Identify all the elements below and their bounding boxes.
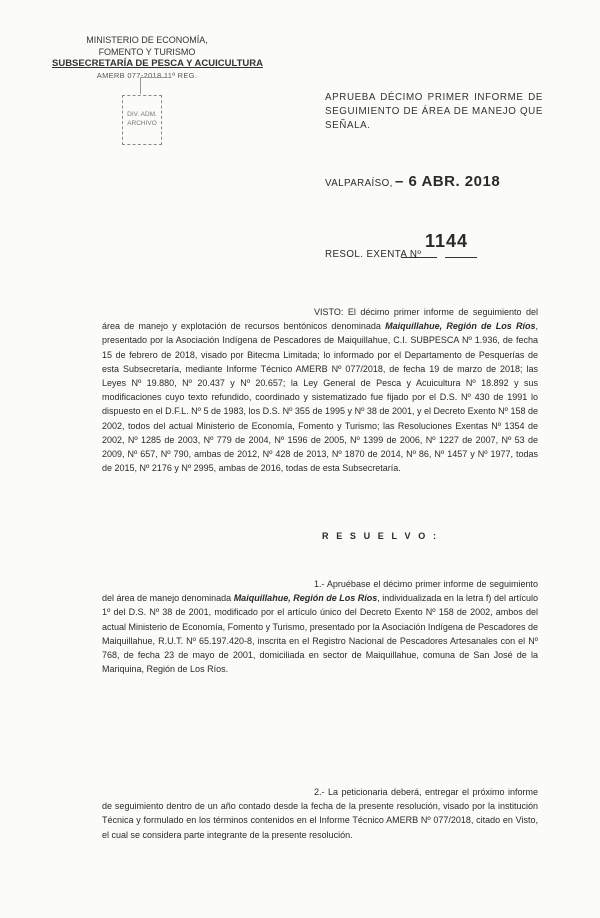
stamp-line-2: ARCHIVO	[127, 120, 157, 127]
article-1-lead: 1.- Apruébase el décimo primer informe de seguimiento del área de manejo denominada	[102, 579, 538, 604]
ministry-subname: FOMENTO Y TURISMO	[98, 47, 196, 57]
resolution-number: 1144	[425, 231, 469, 251]
subsecretariat-name: SUBSECRETARÍA DE PESCA Y ACUICULTURA	[52, 58, 263, 69]
stamp-line-1: DIV. ADM.	[127, 111, 157, 118]
resolution-title: APRUEBA DÉCIMO PRIMER INFORME DE SEGUIMIENTO DE ÁREA DE MANEJO QUE SEÑALA.	[325, 92, 543, 131]
resuelvo-heading: R E S U E L V O :	[322, 531, 439, 541]
resolution-label: RESOL. EXENTA Nº	[325, 249, 422, 260]
resolution-underline-left	[401, 257, 437, 258]
visto-paragraph	[102, 305, 538, 475]
article-1-paragraph	[102, 577, 538, 676]
visto-rest: , presentado por la Asociación Indígena de Pescadores de Maiquillahue, C.I. SUBPESCA Nº 1.936, de fecha 15 de febrero de 2018, visado por Bitecma Limitada; lo informado por el Departamento de Pesquerías de esta Subsecretaría, mediante Informe Técnico AMERB Nº 077/2018, de fecha 19 de marzo de 2018; las Leyes Nº 19.880, Nº 20.437 y Nº 20.657; la Ley General de Pesca y Acuicultura Nº 18.892 y sus modificaciones cuyo texto refundido, coordinado y sistematizado fue fijado por el D.S. Nº 430 de 1991 lo dispuesto en el D.F.L. Nº 5 de 1983, los D.S. Nº 355 de 1995 y Nº 38 de 2001, y el Decreto Exento Nº 158 de 2002, todos del actual Ministerio de Economía, Fomento y Turismo; las Resoluciones Exentas Nº 1354 de 2002, Nº 1285 de 2003, Nº 779 de 2004, Nº 1596 de 2005, Nº 1399 de 2006, Nº 1227 de 2007, Nº 53 de 2009, Nº 657, Nº 790, ambas de 2012, Nº 428 de 2013, Nº 1870 de 2014, Nº 86, Nº 1457 y Nº 1977, todas de 2015, Nº 2176 y Nº 2995, ambas de 2016, todas de esta Subsecretaría.	[102, 321, 538, 474]
article-1-area-name: Maiquillahue, Región de Los Ríos	[233, 593, 378, 604]
place-label: VALPARAÍSO,	[325, 178, 393, 189]
resolution-underline-right	[445, 257, 477, 258]
stamp-border-mark	[140, 77, 165, 94]
article-2-paragraph	[102, 785, 538, 842]
document-reference: AMERB 077-2018 11ª REG.	[96, 71, 198, 80]
letterhead	[52, 34, 263, 82]
visto-area-name: Maiquillahue, Región de Los Ríos	[385, 321, 536, 332]
office-stamp	[122, 95, 162, 145]
ministry-name: MINISTERIO DE ECONOMÍA,	[86, 35, 208, 45]
visto-lead: VISTO: El décimo primer informe de seguimiento del área de manejo y explotación de recursos bentónicos denominada	[102, 307, 538, 332]
article-1-rest: , individualizada en la letra f) del artículo 1º del D.S. Nº 38 de 2001, modificado por el artículo único del Decreto Exento Nº 158 de 2002, ambos del actual Ministerio de Economía, Fomento y Turismo, presentado por la Asociación Indígena de Pescadores de Maiquillahue, R.U.T. Nº 65.197.420-8, inscrita en el Registro Nacional de Pescadores Artesanales con el Nº 768, de fecha 23 de mayo de 2001, domiciliada en sector de Maiquillahue, comuna de San José de la Mariquina, Región de Los Ríos.	[102, 593, 538, 675]
date-stamp: – 6 ABR. 2018	[395, 173, 501, 190]
article-2-text: 2.- La peticionaria deberá, entregar el próximo informe de seguimiento dentro de un año contado desde la fecha de la presente resolución, visado por la institución Técnica y formulado en los términos contenidos en el Informe Técnico AMERB Nº 077/2018, citado en Visto, el cual se considera parte integrante de la presente resolución.	[102, 787, 538, 840]
